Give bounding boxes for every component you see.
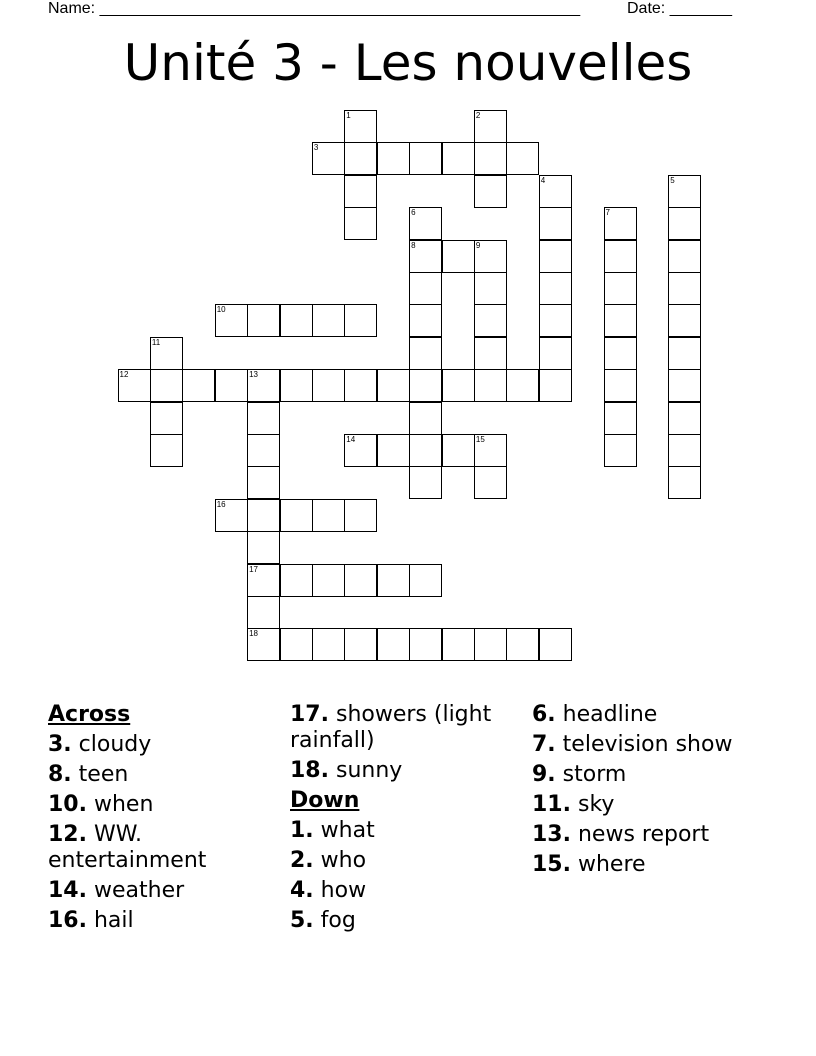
crossword-cell[interactable] <box>668 272 701 305</box>
cell-number: 2 <box>475 111 481 120</box>
crossword-cell[interactable] <box>668 337 701 370</box>
crossword-cell[interactable] <box>409 628 442 661</box>
across-clue: 8. teen <box>48 762 129 787</box>
crossword-cell[interactable] <box>344 434 377 467</box>
crossword-cell[interactable] <box>539 337 572 370</box>
down-heading: Down <box>290 788 360 813</box>
down-clue: 4. how <box>290 878 367 903</box>
down-clue: 6. headline <box>532 702 658 727</box>
crossword-cell[interactable] <box>247 628 280 661</box>
cell-number: 18 <box>249 629 258 639</box>
crossword-cell[interactable] <box>474 466 507 499</box>
crossword-cell[interactable] <box>247 466 280 499</box>
cell-number: 13 <box>249 370 258 380</box>
crossword-cell[interactable] <box>247 596 280 629</box>
cell-number: 8 <box>411 240 416 250</box>
date-field-label: Date: _______ <box>627 0 732 17</box>
cell-number: 6 <box>411 208 416 218</box>
crossword-cell[interactable] <box>604 369 637 402</box>
name-field-label: Name: ______________________________________________________ <box>48 0 581 17</box>
crossword-cell[interactable] <box>409 466 442 499</box>
crossword-cell[interactable] <box>344 304 377 337</box>
crossword-cell[interactable] <box>247 369 280 402</box>
crossword-cell[interactable] <box>409 337 442 370</box>
crossword-cell[interactable] <box>344 142 377 175</box>
cell-number: 5 <box>670 175 675 185</box>
clue-column-2 <box>290 702 522 938</box>
crossword-cell[interactable] <box>377 142 410 175</box>
crossword-cell[interactable] <box>409 564 442 597</box>
crossword-cell[interactable] <box>668 434 701 467</box>
clue-column-3 <box>532 702 764 882</box>
crossword-cell[interactable] <box>506 142 539 175</box>
crossword-cell[interactable] <box>344 628 377 661</box>
cell-number: 15 <box>475 435 485 444</box>
crossword-cell[interactable] <box>409 434 442 467</box>
crossword-cell[interactable] <box>409 304 442 337</box>
crossword-cell[interactable] <box>668 240 701 273</box>
across-clue: 14. weather <box>48 878 185 903</box>
crossword-cell[interactable] <box>539 272 572 305</box>
crossword-cell[interactable] <box>442 369 475 402</box>
crossword-cell[interactable] <box>474 369 507 402</box>
crossword-cell[interactable] <box>312 499 345 532</box>
down-clue: 11. sky <box>532 792 615 817</box>
crossword-cell[interactable] <box>474 240 507 273</box>
crossword-cell[interactable] <box>604 337 637 370</box>
clue-column-1 <box>48 702 280 938</box>
crossword-cell[interactable] <box>539 207 572 240</box>
crossword-cell[interactable] <box>474 434 507 467</box>
crossword-cell[interactable] <box>344 564 377 597</box>
crossword-cell[interactable] <box>442 434 475 467</box>
crossword-cell[interactable] <box>344 175 377 208</box>
crossword-cell[interactable] <box>344 207 377 240</box>
crossword-cell[interactable] <box>377 564 410 597</box>
cell-number: 7 <box>605 208 610 218</box>
cell-number: 11 <box>151 337 161 347</box>
crossword-cell[interactable] <box>280 499 313 532</box>
crossword-cell[interactable] <box>604 304 637 337</box>
across-clue: 12. WW. entertainment <box>48 822 207 873</box>
crossword-cell[interactable] <box>604 402 637 435</box>
crossword-cell[interactable] <box>377 434 410 467</box>
crossword-cell[interactable] <box>247 564 280 597</box>
crossword-cell[interactable] <box>604 207 637 240</box>
crossword-cell[interactable] <box>247 304 280 337</box>
crossword-cell[interactable] <box>312 369 345 402</box>
crossword-cell[interactable] <box>247 499 280 532</box>
crossword-cell[interactable] <box>247 402 280 435</box>
down-clue: 9. storm <box>532 762 627 787</box>
cell-number: 9 <box>475 240 481 250</box>
cell-number: 4 <box>540 175 546 185</box>
crossword-cell[interactable] <box>377 369 410 402</box>
crossword-cell[interactable] <box>668 207 701 240</box>
crossword-cell[interactable] <box>668 304 701 337</box>
crossword-cell[interactable] <box>668 175 701 208</box>
crossword-cell[interactable] <box>215 369 248 402</box>
crossword-cell[interactable] <box>409 207 442 240</box>
crossword-cell[interactable] <box>215 499 248 532</box>
crossword-cell[interactable] <box>539 240 572 273</box>
down-clue: 7. television show <box>532 732 733 757</box>
crossword-cell[interactable] <box>312 628 345 661</box>
crossword-cell[interactable] <box>474 175 507 208</box>
crossword-cell[interactable] <box>118 369 151 402</box>
down-clue: 5. fog <box>290 908 356 933</box>
cell-number: 10 <box>216 305 226 315</box>
cell-number: 3 <box>313 143 319 153</box>
crossword-cell[interactable] <box>442 628 475 661</box>
crossword-cell[interactable] <box>668 402 701 435</box>
crossword-cell[interactable] <box>474 628 507 661</box>
across-clue: 16. hail <box>48 908 134 933</box>
crossword-cell[interactable] <box>150 369 183 402</box>
down-clue: 1. what <box>290 818 375 843</box>
crossword-cell[interactable] <box>539 369 572 402</box>
crossword-cell[interactable] <box>280 564 313 597</box>
cell-number: 16 <box>216 499 226 509</box>
crossword-cell[interactable] <box>668 466 701 499</box>
crossword-cell[interactable] <box>312 564 345 597</box>
crossword-cell[interactable] <box>247 434 280 467</box>
crossword-cell[interactable] <box>150 337 183 370</box>
crossword-cell[interactable] <box>474 272 507 305</box>
crossword-cell[interactable] <box>377 628 410 661</box>
crossword-cell[interactable] <box>474 337 507 370</box>
cell-number: 12 <box>119 370 129 380</box>
crossword-cell[interactable] <box>215 304 248 337</box>
across-clue: 3. cloudy <box>48 732 152 757</box>
crossword-cell[interactable] <box>312 304 345 337</box>
down-clue: 15. where <box>532 852 646 877</box>
crossword-cell[interactable] <box>409 369 442 402</box>
across-clue: 18. sunny <box>290 758 403 783</box>
across-clue: 10. when <box>48 792 154 817</box>
crossword-cell[interactable] <box>312 142 345 175</box>
page-title: Unité 3 - Les nouvelles <box>123 34 693 92</box>
across-clue: 17. showers (light rainfall) <box>290 702 492 753</box>
crossword-cell[interactable] <box>442 240 475 273</box>
crossword-cell[interactable] <box>409 402 442 435</box>
crossword-cell[interactable] <box>604 240 637 273</box>
cell-number: 14 <box>346 435 356 444</box>
crossword-cell[interactable] <box>409 142 442 175</box>
crossword-cell[interactable] <box>604 272 637 305</box>
crossword-cell[interactable] <box>344 110 377 143</box>
crossword-cell[interactable] <box>150 434 183 467</box>
crossword-cell[interactable] <box>280 628 313 661</box>
cell-number: 1 <box>346 111 351 120</box>
crossword-cell[interactable] <box>506 369 539 402</box>
crossword-cell[interactable] <box>474 304 507 337</box>
crossword-cell[interactable] <box>442 142 475 175</box>
down-clue: 13. news report <box>532 822 710 847</box>
crossword-cell[interactable] <box>247 531 280 564</box>
crossword-cell[interactable] <box>539 304 572 337</box>
crossword-cell[interactable] <box>344 499 377 532</box>
down-clue: 2. who <box>290 848 367 873</box>
crossword-cell[interactable] <box>474 142 507 175</box>
crossword-cell[interactable] <box>150 402 183 435</box>
crossword-cell[interactable] <box>668 369 701 402</box>
crossword-cell[interactable] <box>280 304 313 337</box>
crossword-cell[interactable] <box>409 272 442 305</box>
crossword-cell[interactable] <box>344 369 377 402</box>
crossword-cell[interactable] <box>409 240 442 273</box>
crossword-cell[interactable] <box>182 369 215 402</box>
crossword-cell[interactable] <box>474 110 507 143</box>
cell-number: 17 <box>249 564 258 574</box>
crossword-cell[interactable] <box>506 628 539 661</box>
crossword-cell[interactable] <box>539 175 572 208</box>
crossword-cell[interactable] <box>539 628 572 661</box>
crossword-cell[interactable] <box>280 369 313 402</box>
across-heading: Across <box>48 702 131 727</box>
crossword-cell[interactable] <box>604 434 637 467</box>
